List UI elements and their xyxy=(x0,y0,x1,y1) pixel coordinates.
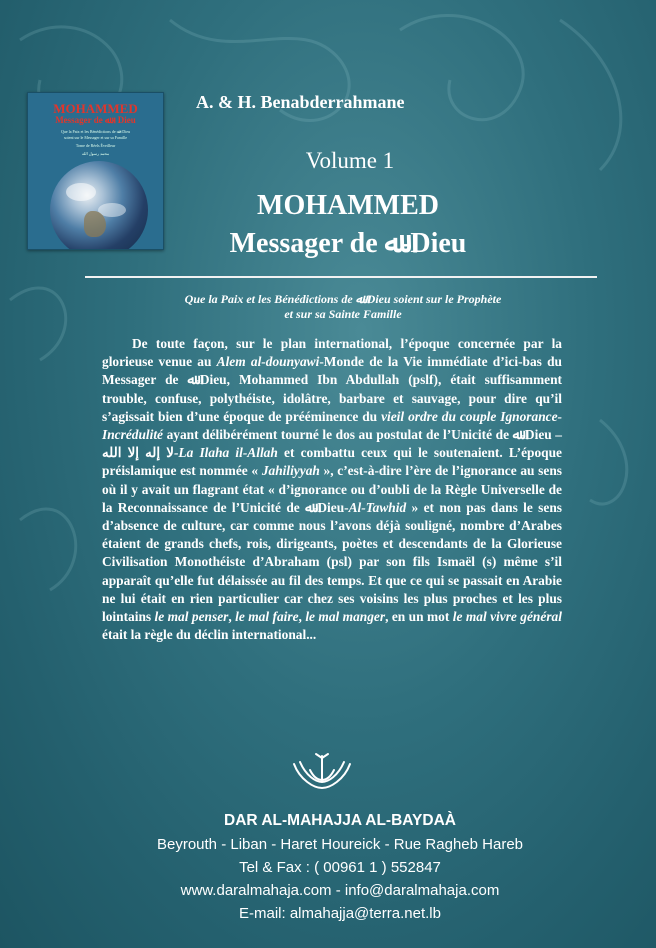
divider xyxy=(85,276,597,278)
text-run-italic: le mal penser xyxy=(154,609,229,625)
text-run-italic: le mal vivre général xyxy=(452,609,562,625)
publisher-phone: Tel & Fax : ( 00961 1 ) 552847 xyxy=(239,859,441,876)
thumbnail-line-4: محمد رسول الله xyxy=(81,151,110,156)
blessing-line-1: Que la Paix et les Bénédictions de ﷲ-Dieu soient sur le Prophète xyxy=(184,292,502,306)
text-run-italic: Al-Tawhid xyxy=(348,499,407,515)
text-run: », c’est-à-dire l’ère de l’ignorance au sens où il y avait un flagrant état « d’ignorance ou d’oubli de la Règle Universelle de la Reconnaissance de l’Unicité de ﷲ-Dieu- xyxy=(102,463,562,515)
thumbnail-line-2: soient sur le Messager et sur sa Famille xyxy=(64,135,127,140)
text-run-italic: -La Ilaha il-Allah xyxy=(173,445,278,461)
publisher-email: E-mail: almahajja@terra.net.lb xyxy=(239,905,441,922)
text-run-italic: Jahiliyyah xyxy=(261,463,320,479)
thumbnail-title: MOHAMMED xyxy=(53,101,138,116)
book-subtitle: Messager de ﷲ-Dieu xyxy=(229,228,467,259)
text-run: » et non pas dans le sens d’absence de culture, car comme nous l’avons déjà souligné, nombre d’Arabes étaient de grands chefs, rois, dirigeants, poètes et descendants de la Glorieuse Civilisation Monothéiste d’Abraham (psl) par son fils Ismaël (s) même s’il apparaît qu’elle fut délaissée au fil des temps. Et que ce qui se passait en Arabie ne lui était en rien particulier car chez ses voisins les plus proches et les plus lointains xyxy=(102,499,562,625)
text-run: , xyxy=(228,609,236,625)
text-run: -Monde de la Vie immédiate d’ici-bas du Messager de ﷲ-Dieu, Mohammed Ibn Abdullah (pslf), était suffisamment trouble, confuse, polythéiste, idolâtre, barbare et sauvage, pour dire qu’il s’agissait bien d’une époque de prééminence du xyxy=(102,354,563,424)
text-run-italic: le mal manger xyxy=(305,609,386,625)
text-run: ayant délibérément tourné le dos au postulat de l’Unicité de ﷲ-Dieu – لا إله إلا الله xyxy=(102,427,562,461)
publisher-web: www.daralmahaja.com - info@daralmahaja.com xyxy=(180,882,500,899)
book-title: MOHAMMED xyxy=(257,190,439,221)
text-run-italic: Alem al-dounyawi xyxy=(216,354,320,370)
text-run-italic: le mal faire xyxy=(235,609,299,625)
text-run: , xyxy=(298,609,306,625)
thumbnail-subtitle: Messager de ﷲ - Dieu xyxy=(55,115,136,125)
text-run-italic: vieil ordre du couple Ignorance-Incrédulité xyxy=(102,408,562,443)
blessing-line-2: et sur sa Sainte Famille xyxy=(284,307,402,321)
text-run: , en un mot xyxy=(385,609,453,625)
thumbnail-line-3: Tome de Réels Éveilleur xyxy=(75,143,116,148)
publisher-address: Beyrouth - Liban - Haret Houreick - Rue Ragheb Hareb xyxy=(156,836,523,853)
body-paragraph xyxy=(102,335,562,644)
blessing-text xyxy=(0,292,656,322)
thumbnail-line-1: Que la Paix et les Bénédictions de ﷲ - Dieu xyxy=(60,129,131,134)
text-run: était la règle du déclin international... xyxy=(102,627,317,643)
author-name: A. & H. Benabderrahmane xyxy=(196,92,405,112)
publisher-logo-icon xyxy=(290,750,354,794)
publisher-name: DAR AL-MAHAJJA AL-BAYDAÀ xyxy=(224,812,456,829)
text-run: et combattu ceux qui le soutenaient. L’époque préislamique est nommée « xyxy=(102,445,562,479)
text-run: De toute façon, sur le plan international, l’époque concernée par la glorieuse venue au xyxy=(102,336,562,370)
volume-label: Volume 1 xyxy=(305,148,395,173)
back-cover-text xyxy=(102,335,562,644)
